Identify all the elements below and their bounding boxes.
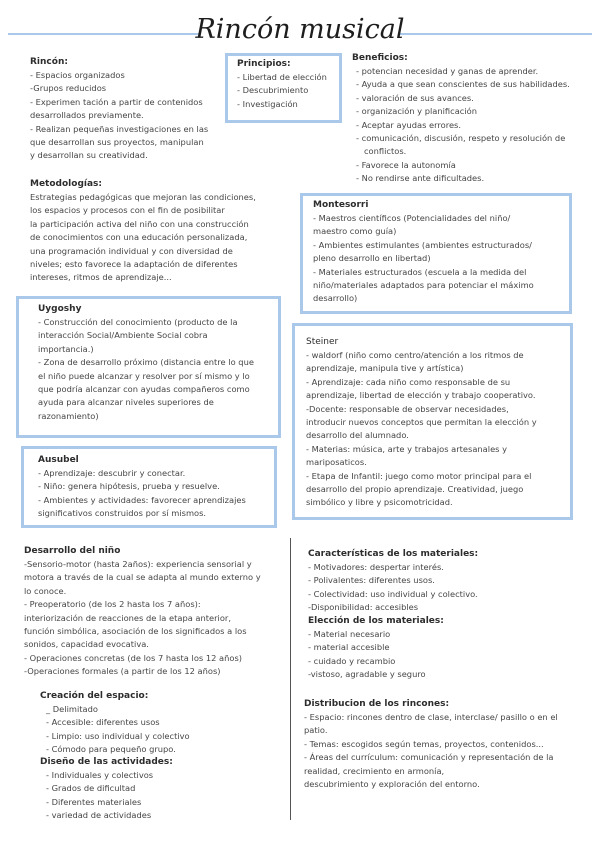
section-heading: Ausubel bbox=[38, 455, 79, 465]
section-creacion bbox=[40, 690, 190, 757]
section-distribucion bbox=[304, 698, 558, 791]
section-caracteristicas bbox=[308, 548, 478, 615]
text-line: una programación individual y con diversidad de bbox=[30, 245, 233, 256]
section-heading: Características de los materiales: bbox=[308, 549, 479, 559]
section-heading: Distribucion de los rincones: bbox=[304, 699, 450, 709]
text-line: - Materiales estructurados (escuela a la medida del bbox=[313, 266, 527, 277]
text-line: - Descubrimiento bbox=[237, 85, 309, 96]
text-line: realidad, crecimiento en armonía, bbox=[304, 765, 445, 776]
text-line: - Maestros científicos (Potencialidades del niño/ bbox=[313, 213, 511, 223]
text-line: desarrollados previamente. bbox=[30, 110, 144, 121]
text-line: interiorización de reacciones de la etapa anterior, bbox=[24, 612, 231, 623]
text-line: Estrategias pedagógicas que mejoran las condiciones, bbox=[30, 192, 256, 202]
text-line: - Espacios organizados bbox=[30, 70, 125, 80]
section-heading: Elección de los materiales: bbox=[308, 616, 444, 626]
text-line: aprendizaje, manipula tive y artística) bbox=[306, 363, 464, 374]
text-line: - Colectividad: uso individual y colectivo. bbox=[308, 588, 478, 599]
metodologias-lines bbox=[30, 191, 256, 285]
rincon-lines bbox=[30, 69, 208, 163]
section-heading: Steiner bbox=[306, 337, 339, 347]
text-line: ayuda para alcanzar niveles superiores de bbox=[38, 397, 214, 408]
text-line: - Material necesario bbox=[308, 629, 391, 639]
text-line: - Espacio: rincones dentro de clase, interclase/ pasillo o en el bbox=[304, 712, 558, 722]
text-line: conflictos. bbox=[364, 146, 407, 157]
text-line: desarrollo) bbox=[313, 293, 358, 304]
text-line: simbólico y libre y psicomotricidad. bbox=[306, 497, 453, 508]
text-line: pleno desarrollo en libertad) bbox=[313, 253, 431, 264]
text-line: maestro como guía) bbox=[313, 226, 397, 237]
beneficios-lines bbox=[352, 65, 570, 186]
text-line: significativos construidos por sí mismos. bbox=[38, 508, 207, 519]
vygosky-lines bbox=[38, 316, 254, 423]
text-line: niveles; esto favorece la adaptación de diferentes bbox=[30, 259, 238, 270]
text-line: importancia.) bbox=[38, 343, 94, 354]
text-line: y desarrollan su creatividad. bbox=[30, 150, 148, 161]
text-line: - Investigación bbox=[237, 98, 298, 109]
text-line: - Motivadores: despertar interés. bbox=[308, 562, 444, 572]
text-line: - Aprendizaje: descubrir y conectar. bbox=[38, 468, 186, 478]
section-desarrollo bbox=[24, 545, 261, 679]
text-line: - Ambientes estimulantes (ambientes estructurados/ bbox=[313, 239, 532, 250]
text-line: que podría alcanzar con ayudas compañeros como bbox=[38, 384, 250, 395]
text-line: patio. bbox=[304, 725, 328, 736]
text-line: - Individuales y colectivos bbox=[46, 770, 154, 780]
section-beneficios bbox=[352, 52, 570, 186]
text-line: sonidos, capacidad evocativa. bbox=[24, 639, 149, 650]
section-heading: Principios: bbox=[237, 59, 291, 69]
text-line: introducir nuevos conceptos que permitan la elección y bbox=[306, 417, 537, 428]
text-line: - Diferentes materiales bbox=[46, 796, 142, 807]
text-line: que desarrollan sus proyectos, manipulan bbox=[30, 137, 204, 148]
text-line: lo conoce. bbox=[24, 585, 67, 596]
text-line: niño/materiales adaptados para potenciar el máximo bbox=[313, 280, 534, 291]
text-line: - Polivalentes: diferentes usos. bbox=[308, 575, 435, 586]
section-heading: Desarrollo del niño bbox=[24, 546, 121, 556]
text-line: - Materias: música, arte y trabajos artesanales y bbox=[306, 443, 508, 454]
section-eleccion bbox=[308, 615, 444, 682]
text-line: desarrollo del propio aprendizaje. Creatividad, juego bbox=[306, 484, 524, 495]
steiner-lines bbox=[306, 349, 537, 510]
text-line: -Sensorio-motor (hasta 2años): experiencia sensorial y bbox=[24, 559, 252, 569]
text-line: - Aceptar ayudas errores. bbox=[356, 119, 462, 130]
section-heading: Rincón: bbox=[30, 57, 68, 67]
text-line: - Preoperatorio (de los 2 hasta los 7 años): bbox=[24, 599, 201, 610]
text-line: - valoración de sus avances. bbox=[356, 92, 474, 103]
text-line: - Libertad de elección bbox=[237, 72, 327, 82]
text-line: -Operaciones formales (a partir de los 12 años) bbox=[24, 666, 221, 677]
section-heading: Diseño de las actividades: bbox=[40, 757, 173, 767]
text-line: - Temas: escogidos según temas, proyectos, contenidos... bbox=[304, 738, 544, 749]
text-line: - variedad de actividades bbox=[46, 810, 152, 821]
text-line: el niño puede alcanzar y resolver por sí mismo y lo bbox=[38, 370, 250, 381]
text-line: -Grupos reducidos bbox=[30, 83, 107, 94]
text-line: - organización y planificación bbox=[356, 106, 478, 117]
text-line: - Cómodo para pequeño grupo. bbox=[46, 744, 176, 755]
text-line: razonamiento) bbox=[38, 410, 99, 421]
text-line: - material accesible bbox=[308, 642, 390, 653]
text-line: _ Delimitado bbox=[46, 704, 98, 714]
text-line: - No rendirse ante dificultades. bbox=[356, 173, 485, 184]
eleccion-lines bbox=[308, 628, 444, 682]
desarrollo-lines bbox=[24, 558, 261, 679]
text-line: - Experimen tación a partir de contenidos bbox=[30, 96, 203, 107]
principios-lines bbox=[237, 71, 327, 111]
text-line: - Áreas del currículum: comunicación y representación de la bbox=[304, 752, 554, 763]
text-line: - Limpio: uso individual y colectivo bbox=[46, 730, 190, 741]
page-title: Rincón musical bbox=[195, 14, 405, 45]
text-line: - Aprendizaje: cada niño como responsable de su bbox=[306, 376, 511, 387]
text-line: - waldorf (niño como centro/atención a los ritmos de bbox=[306, 350, 524, 360]
text-line: - Ambientes y actividades: favorecer aprendizajes bbox=[38, 494, 246, 505]
section-heading: Uygoshy bbox=[38, 304, 82, 314]
column-divider bbox=[290, 538, 291, 820]
text-line: - Accesible: diferentes usos bbox=[46, 717, 160, 728]
text-line: - Ayuda a que sean conscientes de sus habilidades. bbox=[356, 79, 570, 90]
text-line: desarrollo del alumnado. bbox=[306, 430, 409, 441]
text-line: motora a través de la cual se adapta al mundo externo y bbox=[24, 572, 261, 583]
text-line: la participación activa del niño con una construcción bbox=[30, 218, 249, 229]
text-line: intereses, ritmos de aprendizaje... bbox=[30, 272, 172, 283]
text-line: de conocimientos con una educación personalizada, bbox=[30, 232, 248, 243]
distribucion-lines bbox=[304, 711, 558, 791]
section-heading: Metodologías: bbox=[30, 179, 102, 189]
text-line: aprendizaje, libertad de elección y trabajo cooperativo. bbox=[306, 390, 536, 401]
text-line: - Zona de desarrollo próximo (distancia entre lo que bbox=[38, 357, 254, 368]
text-line: -Docente: responsable de observar necesidades, bbox=[306, 403, 509, 414]
text-line: interacción Social/Ambiente Social cobra bbox=[38, 330, 208, 341]
creacion-lines bbox=[40, 703, 190, 757]
section-heading: Montesorri bbox=[313, 200, 369, 210]
section-diseno bbox=[40, 756, 173, 823]
text-line: - Construcción del conocimiento (producto de la bbox=[38, 317, 238, 327]
text-line: - Grados de dificultad bbox=[46, 783, 136, 794]
section-heading: Beneficios: bbox=[352, 53, 408, 63]
section-heading: Creación del espacio: bbox=[40, 691, 149, 701]
text-line: -Disponibilidad: accesibles bbox=[308, 602, 419, 613]
text-line: -vistoso, agradable y seguro bbox=[308, 669, 426, 680]
text-line: - Favorece la autonomía bbox=[356, 159, 456, 170]
section-montessori bbox=[313, 199, 534, 306]
section-principios bbox=[237, 58, 327, 111]
ausubel-lines bbox=[38, 467, 246, 521]
montessori-lines bbox=[313, 212, 534, 306]
section-metodologias bbox=[30, 178, 256, 285]
caracteristicas-lines bbox=[308, 561, 478, 615]
text-line: función simbólica, asociación de los significados a los bbox=[24, 626, 247, 637]
text-line: - Niño: genera hipótesis, prueba y resuelve. bbox=[38, 481, 220, 492]
section-rincon bbox=[30, 56, 208, 163]
section-vygosky bbox=[38, 303, 254, 423]
diseno-lines bbox=[40, 769, 173, 823]
text-line: - Realizan pequeñas investigaciones en las bbox=[30, 123, 209, 134]
text-line: - potencian necesidad y ganas de aprender. bbox=[356, 66, 539, 76]
text-line: mariposaticos. bbox=[306, 457, 367, 468]
text-line: - Etapa de Infantil: juego como motor principal para el bbox=[306, 470, 532, 481]
text-line: descubrimiento y exploración del entorno. bbox=[304, 779, 480, 790]
text-line: los espacios y procesos con el fin de posibilitar bbox=[30, 205, 225, 216]
section-ausubel bbox=[38, 454, 246, 521]
text-line: - cuidado y recambio bbox=[308, 655, 396, 666]
text-line: - Operaciones concretas (de los 7 hasta los 12 años) bbox=[24, 652, 243, 663]
text-line: - comunicación, discusión, respeto y resolución de bbox=[356, 133, 566, 144]
section-steiner bbox=[306, 336, 537, 510]
